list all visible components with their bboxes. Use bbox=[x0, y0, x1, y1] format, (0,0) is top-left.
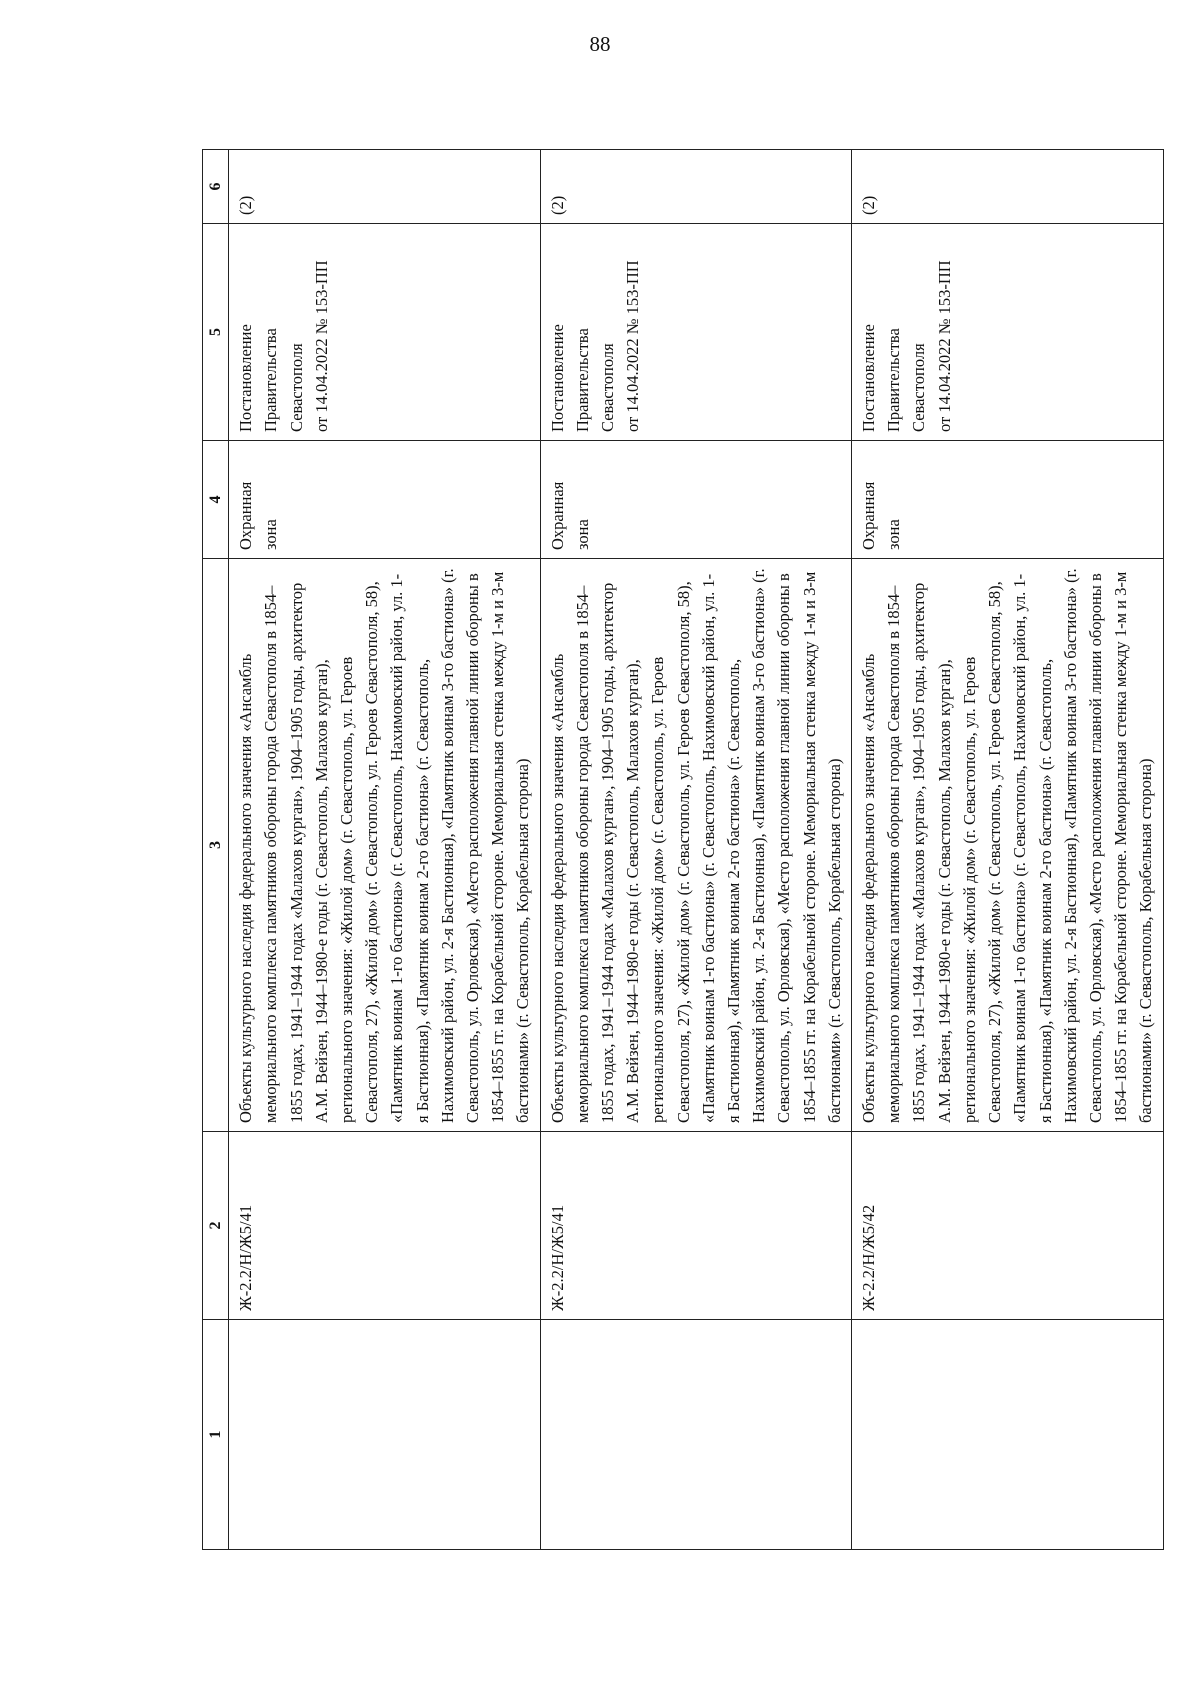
cell-number bbox=[852, 1320, 1163, 1550]
legal-basis-line: Постановление bbox=[859, 324, 879, 432]
cell-object-description: Объекты культурного наследия федерального значения «Ансамбль мемориального комплекса памятников обороны города Севастополя в 1854–1855 годах, 1941–1944 годах «Малахов курган», 1904–1905 годы, архитектор А.М. Вейзен, 1944–1980-е годы (г. Севастополь, Малахов курган), регионального значения: «Жилой дом» (г. Севастополь, ул. Героев Севастополя, 27), «Жилой дом» (г. Севастополь, ул. Героев Севастополя, 58), «Памятник воинам 1-го бастиона» (г. Севастополь, Нахимовский район, ул. 1-я Бастионная), «Памятник воинам 2-го бастиона» (г. Севастополь, Нахимовский район, ул. 2-я Бастионная), «Памятник воинам 3-го бастиона» (г. Севастополь, ул. Орловская), «Место расположения главной линии обороны в 1854–1855 гг. на Корабельной стороне. Мемориальная стенка между 1-м и 3-м бастионами» (г. Севастополь, Корабельная сторона) bbox=[852, 559, 1163, 1132]
cell-number bbox=[540, 1320, 851, 1550]
legal-basis-line: Севастополя bbox=[286, 343, 306, 432]
cell-zone-code: Ж-2.2/Н/Ж5/41 bbox=[229, 1132, 540, 1320]
page-number: 88 bbox=[589, 32, 611, 56]
legal-basis-line: от 14.04.2022 № 153-ПП bbox=[934, 260, 954, 432]
cell-object-description: Объекты культурного наследия федерального значения «Ансамбль мемориального комплекса памятников обороны города Севастополя в 1854–1855 годах, 1941–1944 годах «Малахов курган», 1904–1905 годы, архитектор А.М. Вейзен, 1944–1980-е годы (г. Севастополь, Малахов курган), регионального значения: «Жилой дом» (г. Севастополь, ул. Героев Севастополя, 27), «Жилой дом» (г. Севастополь, ул. Героев Севастополя, 58), «Памятник воинам 1-го бастиона» (г. Севастополь, Нахимовский район, ул. 1-я Бастионная), «Памятник воинам 2-го бастиона» (г. Севастополь, Нахимовский район, ул. 2-я Бастионная), «Памятник воинам 3-го бастиона» (г. Севастополь, ул. Орловская), «Место расположения главной линии обороны в 1854–1855 гг. на Корабельной стороне. Мемориальная стенка между 1-м и 3-м бастионами» (г. Севастополь, Корабельная сторона) bbox=[229, 559, 540, 1132]
table-row bbox=[229, 150, 540, 1550]
legal-basis-line: Правительства bbox=[884, 328, 904, 432]
cell-object-description: Объекты культурного наследия федерального значения «Ансамбль мемориального комплекса памятников обороны города Севастополя в 1854–1855 годах, 1941–1944 годах «Малахов курган», 1904–1905 годы, архитектор А.М. Вейзен, 1944–1980-е годы (г. Севастополь, Малахов курган), регионального значения: «Жилой дом» (г. Севастополь, ул. Героев Севастополя, 27), «Жилой дом» (г. Севастополь, ул. Героев Севастополя, 58), «Памятник воинам 1-го бастиона» (г. Севастополь, Нахимовский район, ул. 1-я Бастионная), «Памятник воинам 2-го бастиона» (г. Севастополь, Нахимовский район, ул. 2-я Бастионная), «Памятник воинам 3-го бастиона» (г. Севастополь, ул. Орловская), «Место расположения главной линии обороны в 1854–1855 гг. на Корабельной стороне. Мемориальная стенка между 1-м и 3-м бастионами» (г. Севастополь, Корабельная сторона) bbox=[540, 559, 851, 1132]
legal-basis-line: Правительства bbox=[572, 328, 592, 432]
header-col-3: 3 bbox=[203, 559, 229, 1132]
legal-basis-line: Постановление bbox=[547, 324, 567, 432]
cell-zone-type: Охранная зона bbox=[540, 441, 851, 559]
cell-zone-code: Ж-2.2/Н/Ж5/42 bbox=[852, 1132, 1163, 1320]
header-col-4: 4 bbox=[203, 441, 229, 559]
cell-legal-basis bbox=[540, 224, 851, 441]
cell-zone-type: Охранная зона bbox=[852, 441, 1163, 559]
header-col-5: 5 bbox=[203, 224, 229, 441]
header-col-6: 6 bbox=[203, 150, 229, 224]
cell-zone-type: Охранная зона bbox=[229, 441, 540, 559]
legal-basis-line: Севастополя bbox=[598, 343, 618, 432]
legal-basis-line: Севастополя bbox=[909, 343, 929, 432]
table-row bbox=[852, 150, 1163, 1550]
legal-basis-line: от 14.04.2022 № 153-ПП bbox=[623, 260, 643, 432]
cell-legal-basis bbox=[229, 224, 540, 441]
table-header-row bbox=[203, 150, 229, 1550]
cell-number bbox=[229, 1320, 540, 1550]
cell-legal-basis bbox=[852, 224, 1163, 441]
header-col-1: 1 bbox=[203, 1320, 229, 1550]
legal-basis-line: от 14.04.2022 № 153-ПП bbox=[311, 260, 331, 432]
legal-basis-line: Постановление bbox=[236, 324, 256, 432]
cell-note: (2) bbox=[229, 150, 540, 224]
rotated-table-frame bbox=[202, 150, 1156, 1550]
legal-basis-line: Правительства bbox=[261, 328, 281, 432]
cell-zone-code: Ж-2.2/Н/Ж5/41 bbox=[540, 1132, 851, 1320]
cell-note: (2) bbox=[540, 150, 851, 224]
zones-table bbox=[202, 149, 1164, 1550]
table-row bbox=[540, 150, 851, 1550]
cell-note: (2) bbox=[852, 150, 1163, 224]
header-col-2: 2 bbox=[203, 1132, 229, 1320]
